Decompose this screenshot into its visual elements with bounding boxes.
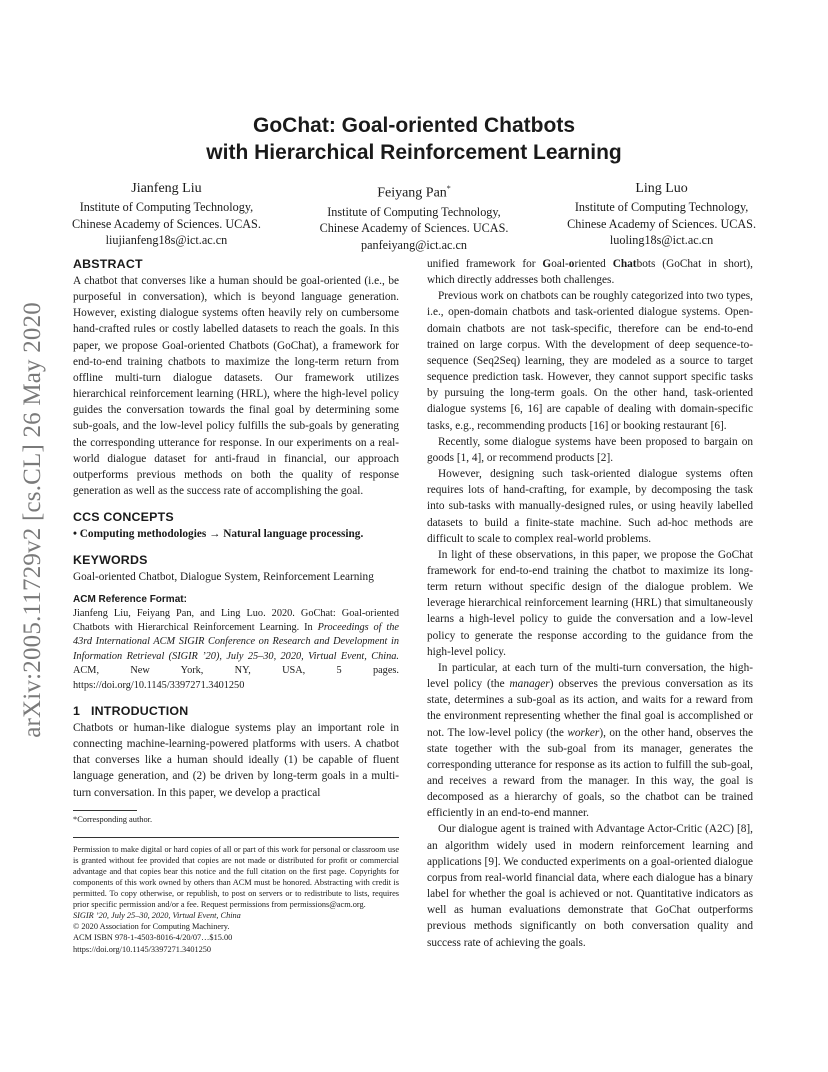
author-affiliation: Chinese Academy of Sciences. UCAS.	[72, 216, 261, 231]
author-affiliation: Chinese Academy of Sciences. UCAS.	[567, 216, 756, 231]
footnote: *Corresponding author.	[73, 814, 153, 824]
right-column	[427, 256, 753, 951]
arxiv-stamp	[19, 280, 46, 760]
ccs-heading: CCS CONCEPTS	[73, 510, 174, 525]
arxiv-stamp-text: arXiv:2005.11729v2 [cs.CL] 26 May 2020	[19, 302, 46, 738]
author-name: Jianfeng Liu	[131, 181, 202, 196]
paragraph: In particular, at each turn of the multi-turn conversation, the high-level policy (the manager) observes the previous conversation as its state, determines a sub-goal as its action, and waits for a reward from the environment representing whether the final goal is accomplished or not. The low-level policy (the worker), on the other hand, observes the state together with the sub-goal from its manager, generates the corresponding utterance for response as its action to fulfill the sub-goal, and receives a reward from the manager. In this way, the goal is decomposed as a hierarchy of goals, so the chatbot can be trained efficiently in an end-to-end manner.	[427, 661, 753, 820]
permission-text: Permission to make digital or hard copies of all or part of this work for personal or classroom use is granted without fee provided that copies are not made or distributed for profit or commercial advantage and that copies bear this notice and the full citation on the first page. Copyrights for components of this work owned by others than ACM must be honored. Abstracting with credit is permitted. To copy otherwise, or republish, to post on servers or to redistribute to lists, requires prior specific permission and/or a fee. Request permissions from permissions@acm.org.	[73, 844, 399, 910]
corresponding-mark: *	[446, 184, 451, 193]
author-affiliation: Institute of Computing Technology,	[327, 204, 501, 219]
author-email: luoling18s@ict.ac.cn	[609, 233, 714, 247]
intro-heading: 1 INTRODUCTION	[73, 703, 189, 718]
author-email: liujianfeng18s@ict.ac.cn	[105, 233, 228, 247]
author-affiliation: Institute of Computing Technology,	[574, 200, 749, 214]
footnote-rule	[73, 810, 137, 811]
author-affiliation: Institute of Computing Technology,	[79, 200, 254, 214]
author-name: Feiyang Pan	[377, 185, 447, 201]
doi: https://doi.org/10.1145/3397271.3401250	[73, 944, 212, 954]
author-name: Ling Luo	[635, 181, 688, 196]
keywords-heading: KEYWORDS	[73, 553, 148, 568]
title-line-2: with Hierarchical Reinforcement Learning	[206, 141, 622, 164]
paper-title	[60, 112, 768, 166]
paragraph: Previous work on chatbots can be roughly categorized into two types, i.e., open-domain chatbots and task-oriented dialogue systems. Open-domain chatbots are not task-specific, therefore can be end-to-end trained on large corpus. With the development of deep sequence-to-sequence (Seq2Seq) learning, they are modeled as a source to target sequence prediction task. However, they cannot support specific tasks by pursuing the long-term goals. On the other hand, task-oriented dialogue systems [6, 16] are capable of dealing with domain-specific tasks, e.g., recommending products [16] or booking restaurant [6].	[427, 290, 753, 432]
author-block	[72, 180, 756, 253]
abstract-heading: ABSTRACT	[73, 257, 143, 271]
acm-ref-heading: ACM Reference Format:	[73, 593, 187, 605]
author-affiliation: Chinese Academy of Sciences. UCAS.	[319, 221, 509, 236]
intro-paragraph-cont: unified framework for Goal-oriented Chatbots (GoChat in short), which directly addresses both challenges.	[427, 258, 753, 287]
author-1	[72, 180, 261, 253]
intro-paragraph: Chatbots or human-like dialogue systems play an important role in connecting machine-learning-powered platforms with users. A chatbot that converses like a human should ideally (1) be capable of fluent language generation, and (2) be driven by long-term goals in a multi-turn conversation. In this paper, we develop a practical	[73, 721, 399, 799]
acm-ref-text: Jianfeng Liu, Feiyang Pan, and Ling Luo. 2020. GoChat: Goal-oriented Chatbots with Hierarchical Reinforcement Learning. In Proceedings of the 43rd International ACM SIGIR Conference on Research and Development in Information Retrieval (SIGIR ’20), July 25–30, 2020, Virtual Event, China. ACM, New York, NY, USA, 5 pages. https://doi.org/10.1145/3397271.3401250	[73, 607, 399, 691]
acm-ref-venue: Proceedings of the 43rd International ACM SIGIR Conference on Research and Development in Information Retrieval (SIGIR ’20), July 25–30, 2020, Virtual Event, China.	[73, 621, 399, 662]
permission-block	[73, 837, 399, 955]
ccs-concepts: • Computing methodologies → Natural language processing.	[73, 528, 364, 541]
paragraph: In light of these observations, in this paper, we propose the GoChat framework for end-to-end training the chatbot to maximize its long-term return without specific design of the dialogue problem. We leverage hierarchical reinforcement learning (HRL) that simultaneously learns a high-level policy to guide the conversation and a low-level policy to generate the response according to the guidance from the high-level policy.	[427, 548, 753, 658]
abstract-text: A chatbot that converses like a human should be goal-oriented (i.e., be purposeful in conversation), which is beyond language generation. However, existing dialogue systems often heavily rely on cumbersome hand-crafted rules or costly labelled datasets to reach the goals. In this paper, we propose Goal-oriented Chatbots (GoChat), a framework for end-to-end training chatbots to maximize the long-term return from offline multi-turn dialogue datasets. Our framework utilizes hierarchical reinforcement learning (HRL), where the high-level policy guides the conversation towards the final goal by determining some sub-goals, and the low-level policy fulfills the sub-goals by generating the corresponding utterance for response. In our experiments on a real-world dialogue dataset for anti-fraud in financial, our approach outperforms previous methods on both the quality of response generation as well as the success rate of accomplishing the goal.	[73, 275, 399, 498]
permission-venue: SIGIR ’20, July 25–30, 2020, Virtual Event, China	[73, 911, 241, 921]
keywords-text: Goal-oriented Chatbot, Dialogue System, Reinforcement Learning	[73, 571, 374, 584]
title-line-1: GoChat: Goal-oriented Chatbots	[253, 114, 575, 137]
author-2	[320, 180, 509, 253]
paragraph: However, designing such task-oriented dialogue systems often requires lots of hand-crafting, for example, by decomposing the task into sub-tasks with manually-designed rules, or using heavily labelled datasets to build a finite-state machine. Such ad-hoc methods are difficult to scale to complex real-world problems.	[427, 468, 753, 545]
paragraph: Recently, some dialogue systems have been proposed to bargain on goods [1, 4], or recommend products [2].	[427, 435, 753, 464]
isbn: ACM ISBN 978-1-4503-8016-4/20/07…$15.00	[73, 933, 233, 943]
author-3	[567, 180, 756, 253]
author-email: panfeiyang@ict.ac.cn	[361, 237, 467, 252]
left-column	[73, 256, 399, 955]
paragraph: Our dialogue agent is trained with Advantage Actor-Critic (A2C) [8], an algorithm widely used in modern reinforcement learning and applications [9]. We conducted experiments on a goal-oriented dialogue corpus from real-world financial data, where each dialogue has a binary label for whether the goal is achieved or not. Quantitative indicators as well as human evaluations demonstrate that GoChat outperforms previous methods significantly on both conversation quality and success rate of achieving the goals.	[427, 823, 753, 949]
copyright: © 2020 Association for Computing Machinery.	[73, 922, 230, 932]
